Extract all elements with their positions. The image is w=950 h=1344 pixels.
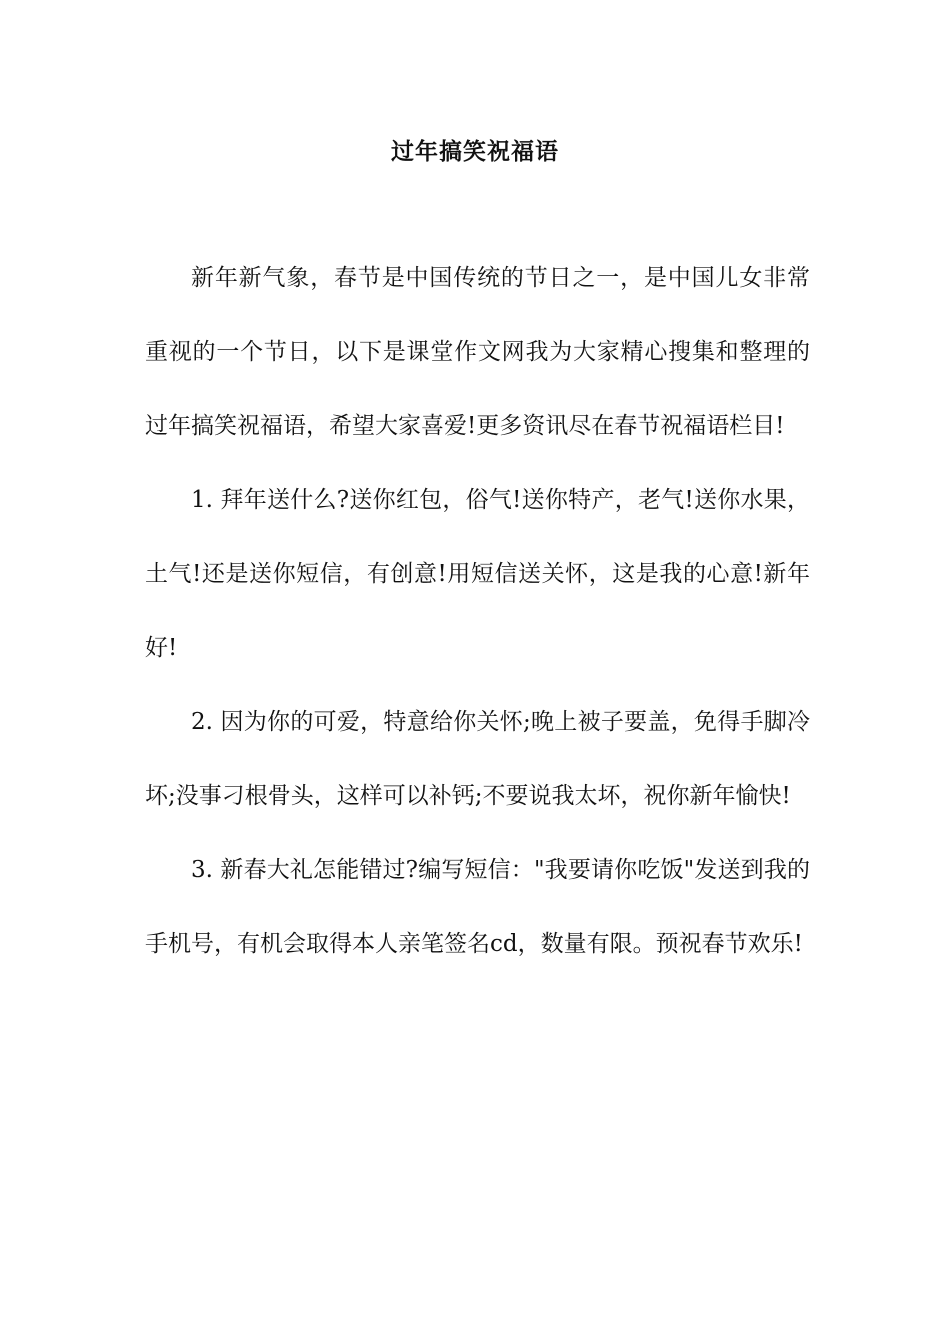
paragraph-item-1: 1. 拜年送什么?送你红包，俗气!送你特产，老气!送你水果，土气!还是送你短信，有创意!用短信送关怀，这是我的心意!新年好! (145, 487, 810, 661)
document-body (145, 241, 810, 981)
paragraph-item-3: 3. 新春大礼怎能错过?编写短信："我要请你吃饭"发送到我的手机号，有机会取得本人亲笔签名cd，数量有限。预祝春节欢乐! (145, 857, 810, 957)
paragraph-intro: 新年新气象，春节是中国传统的节日之一，是中国儿女非常重视的一个节日，以下是课堂作文网我为大家精心搜集和整理的过年搞笑祝福语，希望大家喜爱!更多资讯尽在春节祝福语栏目! (145, 265, 810, 439)
paragraph-item-2: 2. 因为你的可爱，特意给你关怀;晚上被子要盖，免得手脚冷坏;没事刁根骨头，这样可以补钙;不要说我太坏，祝你新年愉快! (145, 709, 810, 809)
document-title: 过年搞笑祝福语 (391, 138, 559, 165)
